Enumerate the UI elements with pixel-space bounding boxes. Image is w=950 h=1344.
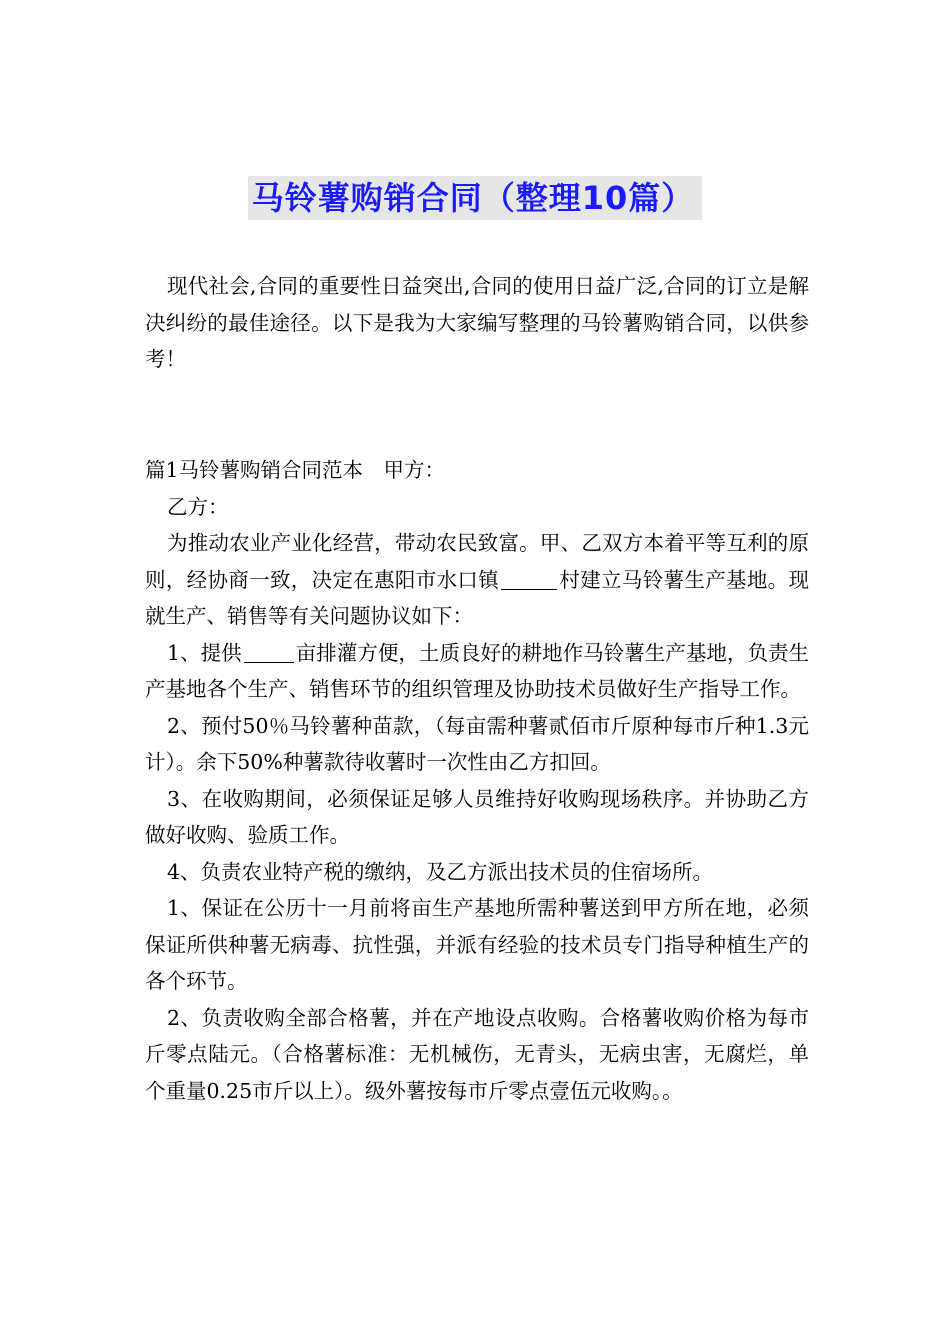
title-container — [0, 176, 950, 220]
intro-block — [145, 268, 809, 378]
clause-a3: 3、在收购期间，必须保证足够人员维持好收购现场秩序。并协助乙方做好收购、验质工作。 — [145, 786, 809, 847]
clause-a1-text-1: 1、提供 — [167, 640, 242, 665]
clause-a2: 2、预付50％马铃薯种苗款，（每亩需种薯贰佰市斤原种每市斤种1.3元计）。余下50%种薯款待收薯时一次性由乙方扣回。 — [145, 713, 809, 774]
preamble-text-2: 村建立马铃薯生产基地。现就生产、销售等有关问题协议如下： — [145, 567, 810, 628]
village-blank — [501, 568, 557, 590]
acreage-blank — [244, 641, 294, 663]
section-heading: 篇1马铃薯购销合同范本 甲方： — [145, 458, 446, 482]
party-b-line: 乙方： — [167, 494, 229, 519]
clause-b1: 1、保证在公历十一月前将亩生产基地所需种薯送到甲方所在地，必须保证所供种薯无病毒、抗性强，并派有经验的技术员专门指导种植生产的各个环节。 — [145, 896, 809, 993]
intro-paragraph: 现代社会,合同的重要性日益突出,合同的使用日益广泛,合同的订立是解决纠纷的最佳途径。以下是我为大家编写整理的马铃薯购销合同，以供参考！ — [145, 274, 809, 371]
preamble-paragraph — [145, 525, 809, 635]
clause-a1 — [145, 635, 809, 708]
contract-section — [145, 452, 809, 1109]
clause-b2: 2、负责收购全部合格薯，并在产地设点收购。合格薯收购价格为每市斤零点陆元。（合格薯标准：无机械伤，无青头，无病虫害，无腐烂，单个重量0.25市斤以上）。级外薯按每市斤零点壹伍元收购。。 — [145, 1005, 809, 1103]
clause-a1-text-2: 亩排灌方便，土质良好的耕地作马铃薯生产基地，负责生产基地各个生产、销售环节的组织管理及协助技术员做好生产指导工作。 — [145, 640, 810, 701]
preamble-text-1: 为推动农业产业化经营，带动农民致富。甲、乙双方本着平等互利的原则，经协商一致，决定在惠阳市水口镇 — [145, 531, 809, 592]
clause-a4: 4、负责农业特产税的缴纳，及乙方派出技术员的住宿场所。 — [167, 859, 714, 884]
document-title: 马铃薯购销合同（整理10篇） — [248, 176, 703, 220]
